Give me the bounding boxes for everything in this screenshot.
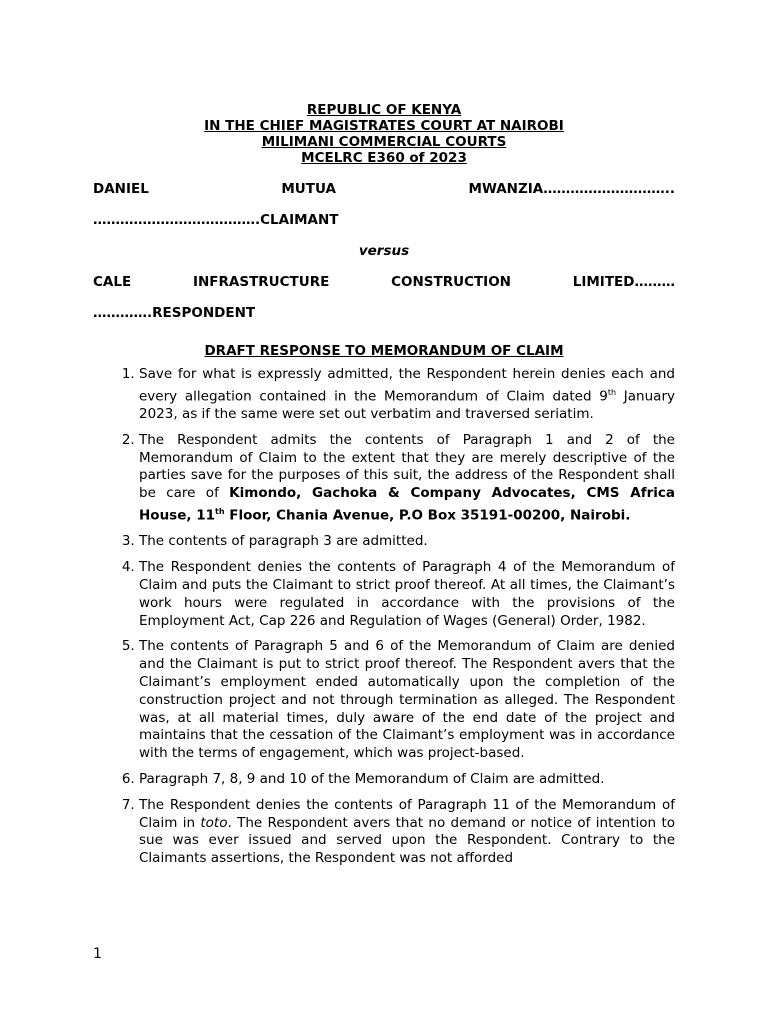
- paragraph-1-sup: th: [607, 387, 617, 397]
- paragraph-7-italic: toto: [200, 814, 228, 831]
- respondent-word-2: INFRASTRUCTURE: [192, 274, 330, 290]
- paragraph-2-bold-1: Kimondo, Gachoka & Company Advocates, CMS Africa House, 11: [139, 485, 675, 524]
- paragraph-3: 3. The contents of paragraph 3 are admitted.: [139, 533, 675, 551]
- respondent-word-3: CONSTRUCTION: [391, 274, 511, 290]
- respondent-label-line: ………….RESPONDENT: [93, 305, 256, 321]
- paragraph-6: 6. Paragraph 7, 8, 9 and 10 of the Memorandum of Claim are admitted.: [139, 771, 675, 789]
- paragraph-1-text-b: January 2023, as if the same were set out verbatim and traversed seriatim.: [139, 388, 675, 423]
- paragraph-1: [139, 366, 675, 424]
- versus-label: versus: [358, 243, 410, 259]
- paragraph-7-text-b: . The Respondent avers that no demand or notice of intention to sue was ever issued and served upon the Respondent. Contrary to the Claimants assertions, the Respondent was not afforded: [139, 814, 675, 867]
- paragraph-7-text-a: The Respondent denies the contents of Paragraph 11 of the Memorandum of Claim in: [139, 796, 675, 831]
- respondent-name-line: [93, 273, 675, 291]
- paragraph-2: [139, 432, 675, 525]
- claimant-name-line: [93, 180, 675, 198]
- claimant-word-3: MWANZIA………………………..: [468, 181, 675, 197]
- document-title: DRAFT RESPONSE TO MEMORANDUM OF CLAIM: [204, 343, 564, 359]
- respondent-word-4: LIMITED………: [572, 274, 675, 290]
- header-line-3: MILIMANI COMMERCIAL COURTS: [261, 134, 507, 150]
- paragraph-2-sup: th: [215, 507, 225, 517]
- paragraph-7: [139, 797, 675, 868]
- court-header: [93, 102, 675, 166]
- document-page: [93, 102, 675, 876]
- claimant-word-1: DANIEL: [93, 181, 149, 197]
- paragraph-4: 4. The Respondent denies the contents of Paragraph 4 of the Memorandum of Claim and puts the Claimant to strict proof thereof. At all times, the Claimant’s work hours were regulated in accordance with the provisions of the Employment Act, Cap 226 and Regulation of Wages (General) Order, 1982.: [139, 559, 675, 630]
- respondent-word-1: CALE: [93, 274, 132, 290]
- case-number: MCELRC E360 of 2023: [301, 150, 467, 166]
- claimant-label-line: ……………………………….CLAIMANT: [93, 212, 339, 228]
- paragraph-2-text-a: The Respondent admits the contents of Paragraph 1 and 2 of the Memorandum of Claim to the extent that they are merely descriptive of the parties save for the purposes of this suit, the address of the Respondent shall be care of: [139, 431, 675, 502]
- paragraph-5: 5. The contents of Paragraph 5 and 6 of the Memorandum of Claim are denied and the Claimant is put to strict proof thereof. The Respondent avers that the Claimant’s employment ended automatically upon the completion of the construction project and not through termination as alleged. The Respondent was, at all material times, duly aware of the end date of the project and maintains that the cessation of the Claimant’s employment was in accordance with the terms of engagement, which was project-based.: [139, 638, 675, 763]
- claimant-word-2: MUTUA: [281, 181, 336, 197]
- paragraph-2-bold-2: Floor, Chania Avenue, P.O Box 35191-00200, Nairobi.: [224, 507, 631, 524]
- header-line-1: REPUBLIC OF KENYA: [306, 102, 462, 118]
- header-line-2: IN THE CHIEF MAGISTRATES COURT AT NAIROBI: [204, 118, 564, 134]
- page-number: 1: [93, 946, 102, 962]
- paragraph-list: [93, 366, 675, 868]
- paragraph-1-text-a: Save for what is expressly admitted, the Respondent herein denies each and every allegation contained in the Memorandum of Claim dated 9: [139, 366, 675, 405]
